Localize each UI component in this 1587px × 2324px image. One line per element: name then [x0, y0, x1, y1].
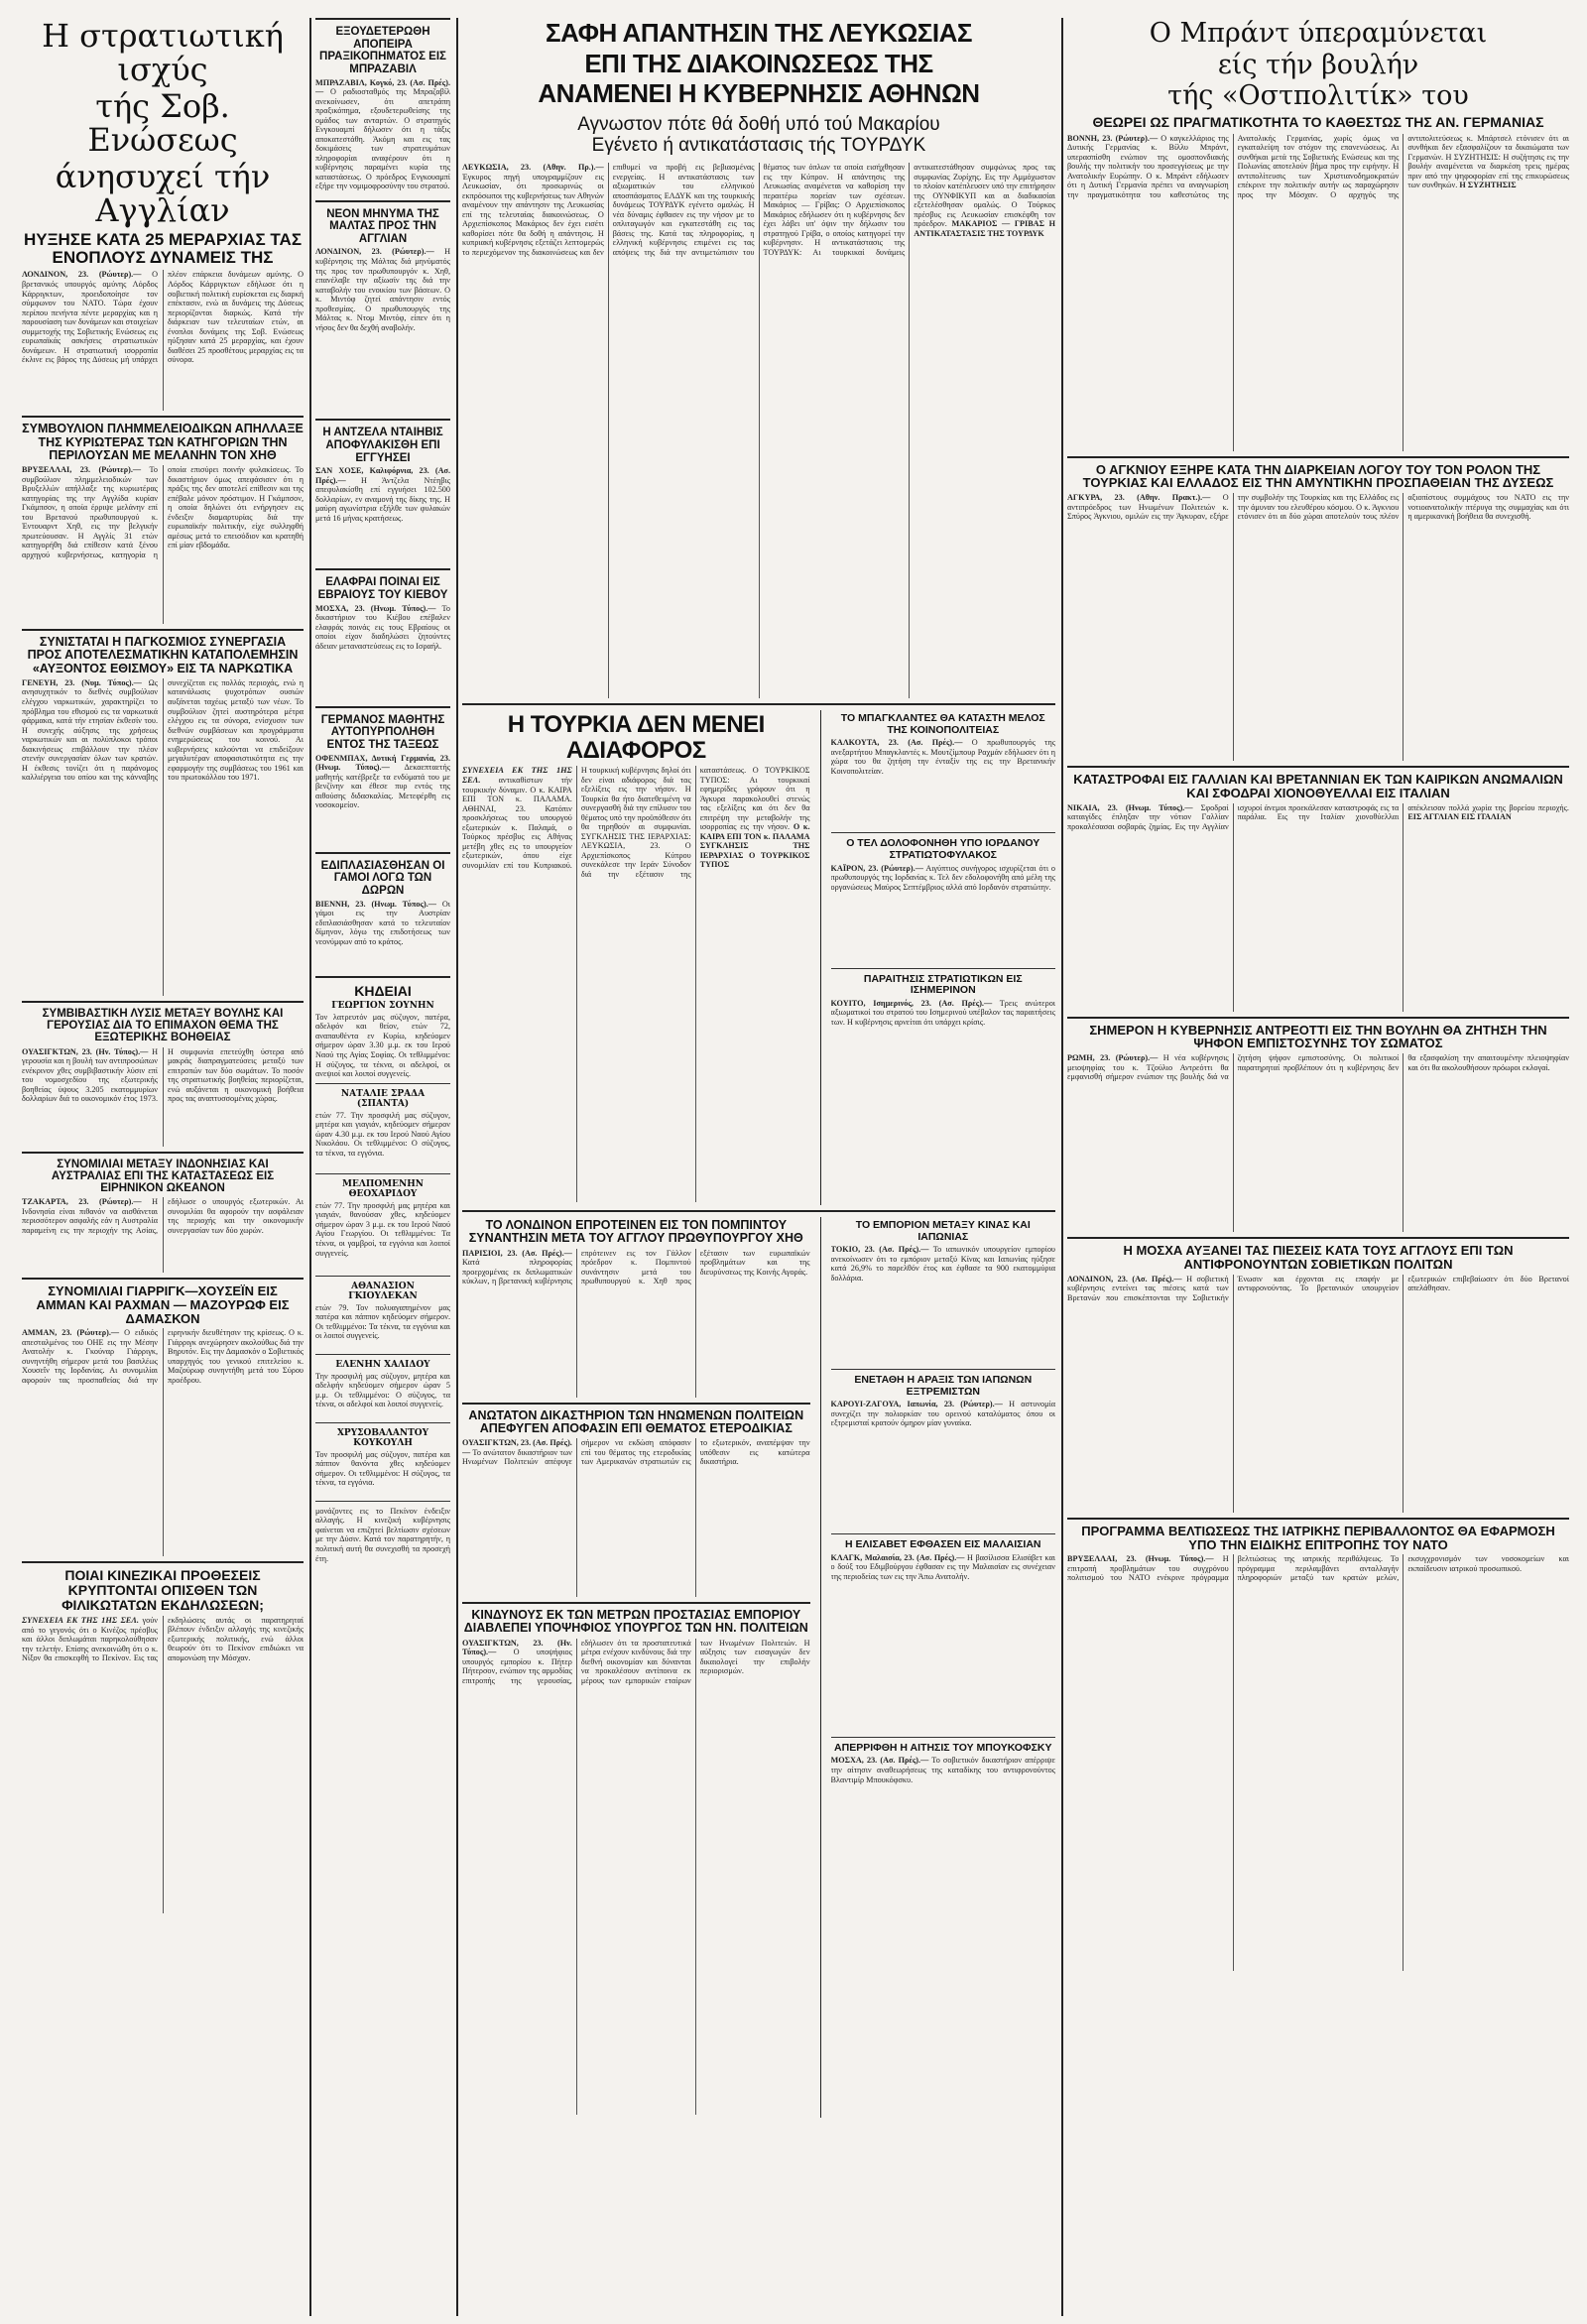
brief-dateline: ΚΟΥΙΤΟ, Ισημερινός, 23. (Ασ. Πρές).— [830, 998, 993, 1008]
makarios-grivas-subhead: ΜΑΚΑΡΙΟΣ — ΓΡΙΒΑΣ [951, 219, 1044, 229]
brief-title: ΤΟ ΜΠΑΓΚΛΑΝΤΕΣ ΘΑ ΚΑΤΑΣΤΗ ΜΕΛΟΣ ΤΗΣ ΚΟΙΝΟΠΟΛΙΤΕΙΑΣ [840, 712, 1045, 736]
brief-text: Ο πρωθυπουργός της ανεξαρτήτου Μπαγκλαντές κ. Μουτζίμπουρ Ραχμάν εδήλωσεν ότι η χώρα του θα ζητήση την ένταξίν της εις την Βρετανικήν Κοινοπολιτείαν. [830, 738, 1055, 776]
banner-line-1: ΣΑΦΗ ΑΠΑΝΤΗΣΙΝ ΤΗΣ ΛΕΥΚΩΣΙΑΣ [545, 18, 973, 48]
turkey-subhead-1: Ο κ. ΚΑΙΡΑ ΕΠΙ ΤΟΝ κ. ΠΑΛΑΜΑ [699, 822, 810, 841]
article-text: Ο υποψήφιος υπουργός εμπορίου κ. Πήτερ Πήτερσον, ενώπιον της αρμοδίας επιτροπής της γερουσίας, εδήλωσεν ότι τα προστατευτικά μέτρα ενέχουν κινδύνους διά την διεθνή οικονομίαν και δύνανται να προκαλέσουν αντίποινα εκ μέρους των εμπορικών εταίρων των Ηνωμένων Πολιτειών. Η αύξησις των εισαγωγών δεν δικαιολογεί την επιβολήν περιορισμών. [462, 1638, 810, 1685]
brief-title: Η ΕΛΙΣΑΒΕΤ ΕΦΘΑΣΕΝ ΕΙΣ ΜΑΛΑΙΣΙΑΝ [845, 1538, 1041, 1551]
brief-body [831, 864, 1055, 963]
brief-text: Ο ραδιοσταθμός της Μπραζαβίλ ανεκοίνωσεν, ότι απετράπη πραξικόπημα, εξουδετερωθείσης της ομάδος των ανταρτών. Ο στρατηγός Ενγκουαμπί δήλωσεν ότι η τάξις αποκατεστάθη. [315, 87, 450, 144]
article-text: Το συμβούλιον πλημμελειοδικών των Βρυξελλών απήλλαξε της κυριωτέρας κατηγορίας της την Αγγλίδα κυρίαν Γκάμπσον, η οποία έρριψε μελάνην επί του Βρετανού πρωθυπουργού κ. Έντουαρντ Χηθ, εις την βελγικήν πρωτεύουσαν. Η Αγγλίς 31 ετών κατηγορήθη διά επίθεσιν κατά ξένου αρχηγού κυβερνήσεως, κατηγορία η οποία επισύρει ποινήν φυλακίσεως. Το δικαστήριον όμως απεφάσισεν ότι η πράξις της δεν αποτελεί επίθεσιν και της επέβαλε μόνον πρόστιμον. Η Γκάμπσον, η οποία δηλώνει ότι ενήργησεν εις ένδειξιν διαμαρτυρίας διά την ευρωπαϊκήν πολιτικήν, είχε συλληφθή αμέσως μετά το επεισόδιον και κρατηθή επί μίαν εβδομάδα. [22, 465, 304, 559]
lead-title-line-3: άνησυχεί τήν Αγγλίαν [55, 157, 271, 229]
article-body [1067, 803, 1569, 1012]
brief-body [831, 1553, 1055, 1732]
article-body [1067, 1275, 1569, 1513]
brief-body [831, 738, 1055, 827]
article-body [462, 1438, 810, 1597]
article-chinese-intentions [22, 1568, 304, 1912]
article-dateline: ΛΟΝΔΙΝΟΝ, 23. (Ασ. Πρές).— [1067, 1274, 1182, 1284]
article-dateline: ΒΡΥΞΕΛΛΑΙ, 23. (Ρώυτερ).— [22, 465, 142, 475]
brief-text: Η αστυνομία συνεχίζει την πολιορκίαν του ορεινού καταλύματος όπου οι εξτρεμισταί κρατούν όμηρον μίαν γυναίκα. [830, 1400, 1055, 1428]
brief-text: Το σοβιετικόν δικαστήριον απέρριψε την αίτησιν αναθεωρήσεως της καταδίκης του αντιφρονούντος Βλαντιμίρ Μπουκόφσκυ. [830, 1756, 1055, 1784]
article-body [22, 1328, 304, 1556]
brief-dateline: ΜΠΡΑΖΑΒΙΛ, Κογκό, 23. (Ασ. Πρές).— [315, 77, 450, 97]
article-subhead-2: ΕΙΣ ΙΤΑΛΙΑΝ [1461, 812, 1512, 822]
article-title: ΚΙΝΔΥΝΟΥΣ ΕΚ ΤΩΝ ΜΕΤΡΩΝ ΠΡΟΣΤΑΣΙΑΣ ΕΜΠΟΡΙΟΥ ΔΙΑΒΛΕΠΕΙ ΥΠΟΨΗΦΙΟΣ ΥΠΟΥΡΓΟΣ ΤΩΝ ΗΝ. ΠΟΛΙΤΕΙΩΝ [463, 1608, 808, 1636]
article-text: Η νέα κυβέρνησις μειοψηφίας του κ. Τζούλιο Αντρεόττι θα εμφανισθή σήμερον ενώπιον της βουλής διά να ζητήση ψήφον εμπιστοσύνης. Οι πολιτικοί παρατηρηταί προβλέπουν ότι η κυβέρνησις δεν θα εξασφαλίση την απαιτουμένην πλειοψηφίαν και ότι θα ακολουθήσουν πρόωροι εκλογαί. [1067, 1053, 1569, 1082]
banner-body [462, 163, 1055, 698]
brandt-title-line-2: είς τήν βουλήν [1217, 49, 1419, 80]
article-body [22, 1197, 304, 1273]
brief-title: ΝΕΟΝ ΜΗΝΥΜΑ ΤΗΣ ΜΑΛΤΑΣ ΠΡΟΣ ΤΗΝ ΑΓΓΛΙΑΝ [326, 207, 439, 245]
turkey-title: Η ΤΟΥΡΚΙΑ ΔΕΝ ΜΕΝΕΙ ΑΔΙΑΦΟΡΟΣ [507, 711, 765, 764]
continuation-note: ΣΥΝΕΧΕΙΑ ΕΚ ΤΗΣ 1ΗΣ ΣΕΛ. [462, 766, 572, 785]
column-2 [315, 18, 450, 2316]
brief-german-student [315, 706, 450, 849]
article-agnew [1067, 463, 1569, 762]
obituary-name: ΝΑΤΑΛΙΕ ΣΡΑΔΑ (ΣΠΑΝΤΑ) [340, 1088, 426, 1109]
article-body [1067, 1053, 1569, 1232]
obituary-text: ετών 77. Την προσφιλή μας μητέρα και γιαγιάν, θανούσαν χθες, κηδεύομεν σήμερον ώραν 3 μ.μ. εκ του Ιερού Ναού Αγίου Γεωργίου. Οι τεθλιμμένοι: Τα τέκνα, οι γαμβροί, τα εγγόνια και λοιποί συγγενείς. [315, 1200, 450, 1258]
article-dateline: ΝΙΚΑΙΑ, 23. (Ηνωμ. Τύπος).— [1067, 802, 1193, 812]
lead-title-line-1: Η στρατιωτική ισχύς [42, 18, 284, 88]
obituary-name: ΜΕΛΠΟΜΕΝΗΝ ΘΕΟΧΑΡΙΔΟΥ [342, 1178, 424, 1199]
brief-body [315, 754, 450, 849]
column-1 [22, 18, 304, 2316]
brief-body [315, 900, 450, 973]
obituary-name: ΕΛΕΝΗΝ ΧΑΛΙΔΟΥ [335, 1359, 430, 1370]
brief-dateline: ΤΟΚΙΟ, 23. (Ασ. Πρές).— [830, 1245, 929, 1255]
article-dateline: ΑΜΜΑΝ, 23. (Ρώυτερ).— [22, 1328, 120, 1338]
brief-body [831, 1400, 1055, 1529]
brief-text: Αιγύπτιος συνήγορος ισχυρίζεται ότι ο πρωθυπουργός της Ιορδανίας κ. Τελ δεν εδολοφονήθη από μέλη της οργανώσεως Μαύρος Σεπτέμβριος αλλά από Ιορδανόν στρατιώτην. [830, 863, 1055, 892]
brief-title: ΕΛΑΦΡΑΙ ΠΟΙΝΑΙ ΕΙΣ ΕΒΡΑΙΟΥΣ ΤΟΥ ΚΙΕΒΟΥ [317, 576, 448, 602]
banner-subtitle-2: Εγένετο ή αντικατάστασις τής ΤΟΥΡΔΥΚ [591, 135, 926, 157]
briefs-right-stack [831, 710, 1055, 1205]
brief-title: ΑΠΕΡΡΙΦΘΗ Η ΑΙΤΗΣΙΣ ΤΟΥ ΜΠΟΥΚΟΦΣΚΥ [834, 1741, 1052, 1754]
article-narcotics [22, 636, 304, 996]
lead-title-line-2: τής Σοβ. Ενώσεως [87, 86, 238, 159]
article-body [462, 1249, 810, 1398]
brief-title: Η ΑΝΤΖΕΛΑ ΝΤΑΙΗΒΙΣ ΑΠΟΦΥΛΑΚΙΣΘΗ ΕΠΙ ΕΓΓΥΗΣΕΙ [322, 427, 443, 464]
brief-text: Οι γάμοι εις την Αυστρίαν εδιπλασιάσθησαν κατά το τελευταίον δίμηνον, λόγω της επιδοτήσεως των νεονύμφων από το κράτος. [315, 899, 450, 946]
turkey-subhead-3: Ο ΤΟΥΡΚΙΚΟΣ ΤΥΠΟΣ [699, 850, 810, 870]
article-nato-medical [1067, 1525, 1569, 1972]
banner-subtitle-1: Αγνωστον πότε θά δοθή υπό τού Μακαρίου [577, 113, 940, 135]
article-body [1067, 493, 1569, 761]
brief-body [315, 604, 450, 703]
article-text: Σφοδραί καταιγίδες έπληξαν την νότιον Γαλλίαν προκαλέσασαι σοβαράς ζημίας. Εις την Αγγλίαν ισχυροί άνεμοι προεκάλεσαν καταστροφάς εις τα παράλια. Εις την Ιταλίαν χιονοθύελλαι απέκλεισαν πολλά χωρία της βορείου περιοχής. [1067, 802, 1569, 831]
brief-dateline: ΜΟΣΧΑ, 23. (Ηνωμ. Τύπος).— [315, 603, 436, 613]
article-text: Η γερουσία και η βουλή των αντιπροσώπων ενέκρινον χθες συμβιβαστικήν λύσιν επί του νομοσχεδίου της εξωτερικής βοηθείας ύψους 3.205 εκατομμυρίων δολλαρίων διά το οικονομικόν έτος 1973. Η συμφωνία επετεύχθη ύστερα από μακράς διαπραγματεύσεις μεταξύ των επιτροπών των δύο σωμάτων. Το ποσόν της στρατιωτικής βοηθείας περιορίζεται, ενώ αυξάνεται η οικονομική βοήθεια προς τας αναπτυσσομένας χώρας. [22, 1046, 304, 1104]
article-body [462, 1639, 810, 2115]
article-dateline: ΟΥΑΣΙΓΚΤΩΝ, 23. (Ασ. Πρές).— [462, 1438, 572, 1457]
article-dateline: ΒΡΥΞΕΛΛΑΙ, 23. (Ηνωμ. Τύπος).— [1067, 1554, 1214, 1564]
article-dateline: ΤΖΑΚΑΡΤΑ, 23. (Ρώυτερ).— [22, 1197, 142, 1207]
article-body [22, 465, 304, 624]
brief-text: Το δικαστήριον του Κιέβου επέβαλεν ελαφράς ποινάς εις τους Εβραίους οι οποίοι είχον διαδηλώσει ζητούντες άδειαν μεταναστεύσεως εις το Ισραήλ. [315, 603, 450, 651]
obituary-name: ΑΘΑΝΑΣΙΟΝ ΓΚΙΟΥΛΕΚΑΝ [348, 1281, 418, 1301]
article-text: Η επιτροπή προβλημάτων του συγχρόνου πολιτισμού του ΝΑΤΟ ενέκρινε πρόγραμμα βελτιώσεως της ιατρικής περιθάλψεως. Το πρόγραμμα περιλαμβάνει ανταλλαγήν πληροφοριών μεταξύ των κρατών μελών, εκσυγχρονισμόν των νοσοκομείων και εκπαίδευσιν ιατρικού προσωπικού. [1067, 1554, 1569, 1583]
article-text: Ο αντιπρόεδρος των Ηνωμένων Πολιτειών κ. Σπύρος Άγκνιου, ομιλών εις την Άγκυραν, εξήρε την συμβολήν της Τουρκίας και της Ελλάδος εις την άμυναν του ελευθέρου κόσμου. Ο κ. Άγκνιου ετόνισεν ότι αι δύο χώραι αποτελούν τους πλέον αξιοπίστους συμμάχους του ΝΑΤΟ εις την νοτιοανατολικήν πτέρυγα της συμμαχίας και ότι η αμερικανική βοήθεια θα συνεχισθή. [1067, 493, 1569, 522]
article-title: ΠΟΙΑΙ ΚΙΝΕΖΙΚΑΙ ΠΡΟΘΕΣΕΙΣ ΚΡΥΠΤΟΝΤΑΙ ΟΠΙΣΘΕΝ ΤΩΝ ΦΙΛΙΚΩΤΑΤΩΝ ΕΚΔΗΛΩΣΕΩΝ; [61, 1567, 264, 1614]
brief-text: Η βασίλισσα Ελισάβετ και ο δούξ του Εδιμβούργου έφθασαν εις την Μαλαισίαν εις συνέχειαν της περιοδείας των εις την Άπω Ανατολήν. [830, 1552, 1055, 1581]
brief-dateline: ΚΛΑΓΚ, Μαλαισία, 23. (Ασ. Πρές).— [830, 1552, 965, 1562]
banner-text: Έγκυρος πηγή υπογραμμίζουν εις Λευκωσίαν, ότι προσωρινώς οι εκπρόσωποι της κυβερνήσεως των Αθηνών αναμένουν την απάντησιν της Λευκωσίας επί της τελευταίας διακοινώσεως. Ο Αρχιεπίσκοπος Μακάριος δεν έχει εισέτι καθορίσει πότε θα δοθή η απάντησις. Η κυπριακή κυβέρνησις εξετάζει λεπτομερώς το περιεχόμενον της διακοινώσεως και δεν επιθυμεί να προβή εις βεβιασμένας ενεργείας. Η αντικατάστασις των αξιωματικών του ελληνικού αποσπάσματος ΕΛΔΥΚ και της τουρκικής δυνάμεως ΤΟΥΡΔΥΚ εγένετο ομαλώς. Η νέα δύναμις έφθασεν εις την νήσον με το οπλιταγωγόν και εγκατεστάθη εις τας βάσεις της. Κατά τας πληροφορίας, η ελληνική κυβέρνησις επιμένει εις τας απόψεις της διά την αντιμετώπισιν του θέματος των όπλων τα οποία εισήχθησαν εις την Κύπρον. Η απάντησις της Λευκωσίας αναμένεται να καθορίση την περαιτέρω πορείαν των σχέσεων. Μακάριος — Γρίβας: Ο Αρχιεπίσκοπος Μακάριος εδήλωσεν ότι η κυβέρνησις δεν έχει λάβει υπ' όψιν την δήλωσιν του στρατηγού Γρίβα, ο οποίος κατηγορεί την κυβέρνησιν. Η αντικατάστασις της ΤΟΥΡΔΥΚ: Αι τουρκικαί δυνάμεις αντικατεστάθησαν συμφώνως προς τας συμφωνίας Ζυρίχης. Εις την Αμμόχωστον το πλοίον κατέπλευσεν υπό την επιτήρησιν της ΟΥΝΦΙΚΥΠ και αι διαδικασίαι εξετελέσθησαν ομαλώς. Ο Τούρκος πρέσβυς εις Λευκωσίαν επισκέφθη τον πρόεδρον. [462, 163, 1055, 257]
article-plimmeleiodikon [22, 423, 304, 624]
brief-dateline: ΚΑΡΟΥΙ-ΖΑΓΟΥΑ, Ιαπωνία, 23. (Ρώυτερ).— [830, 1400, 1003, 1409]
banner-cyprus-reply [462, 20, 1055, 698]
article-foreign-aid [22, 1008, 304, 1147]
brief-brazzaville [315, 18, 450, 197]
article-text: Η Ινδονησία είναι πιθανόν να αισθάνεται περισσότερον ασφαλής εάν η Αυστραλία παραμείνη εις την περιοχήν της Ασίας, εδήλωσε ο υπουργός εξωτερικών. Αι συνομιλίαι θα αφορούν την ασφάλειαν της περιοχής και την οικονομικήν συνεργασίαν των δύο χωρών. [22, 1197, 304, 1235]
article-moscow-pressure [1067, 1244, 1569, 1513]
brief-dateline: ΜΟΣΧΑ, 23. (Ασ. Πρές).— [830, 1756, 929, 1766]
brief-weddings [315, 852, 450, 973]
brief-body [831, 999, 1055, 1094]
brief-text: Το ιαπωνικόν υπουργείον εμπορίου ανεκοίνωσεν ότι το εμπόριον μεταξύ Κίνας και Ιαπωνίας ηύξησε κατά 26,9% το παρελθόν έτος και έφθασε τα 900 εκατομμύρια δολλάρια. [830, 1245, 1055, 1283]
turkey-article [462, 710, 810, 1205]
article-title: ΣΥΝΟΜΙΛΙΑΙ ΜΕΤΑΞΥ ΙΝΔΟΝΗΣΙΑΣ ΚΑΙ ΑΥΣΤΡΑΛΙΑΣ ΕΠΙ ΤΗΣ ΚΑΤΑΣΤΑΣΕΩΣ ΕΙΣ ΕΙΡΗΝΙΚΟΝ ΩΚΕΑΝΟΝ [51, 1158, 275, 1194]
continuation-note: ΣΥΝΕΧΕΙΑ ΕΚ ΤΗΣ 1ΗΣ ΣΕΛ. [22, 1615, 140, 1625]
column-4 [1067, 18, 1569, 2316]
lead-dateline: ΛΟΝΔΙΝΟΝ, 23. (Ρώυτερ).— [22, 270, 142, 280]
brief-body [831, 1756, 1055, 2014]
turkey-subhead-2: ΣΥΓΚΛΗΣΙΣ ΤΗΣ ΙΕΡΑΡΧΙΑΣ [699, 841, 810, 860]
brief-body [315, 247, 450, 416]
obituary-name: ΧΡΥΣΟΒΑΛΑΝΤΟΥ ΚΟΥΚΟΥΛΗ [336, 1427, 429, 1448]
brief-text-2: Ο πρωθυπουργός της Μάλτας κ. Ντομ Μιντόφ, είπεν ότι η νήσος δεν θα δεχθή αναβολήν. [315, 304, 450, 332]
article-subhead-1: ΕΙΣ ΑΓΓΛΙΑΝ [1407, 812, 1460, 822]
brief-dateline: ΒΙΕΝΝΗ, 23. (Ηνωμ. Τύπος).— [315, 899, 436, 909]
article-text: Ως ανησυχητικόν το διεθνές συμβούλιον ελέγχου ναρκωτικών, χαρακτηρίζει το πρόβλημα του εθισμού εις τα ναρκωτικά φάρμακα, κατά τήν ετησίαν έκθεσίν του. Η συνεχής αύξησις της χρήσεως ναρκωτικών και αι πολύπλοκοι τρόποι διακινήσεως επιβάλλουν την πλέον στενήν συνεργασίαν όλων των κρατών. Η έκθεσις τονίζει ότι η παράνομος καλλιέργεια του οπίου και της κάνναβης συνεχίζεται εις πολλάς περιοχάς, ενώ η κατανάλωσις ψυχοτρόπων ουσιών αυξάνεται ταχέως μεταξύ των νέων. Το συμβούλιον ζητεί αυστηρότερα μέτρα ελέγχου εις τα σύνορα, ενίσχυσιν των διεθνών συμβάσεων και προγράμματα ενημερώσεως του κοινού. Αι κυβερνήσεις καλούνται να επιδείξουν μεγαλυτέραν αποφασιστικότητα εις την εφαρμογήν της συμβάσεως του 1961 και του πρωτοκόλλου του 1971. [22, 677, 304, 783]
brief-malta [315, 200, 450, 417]
brief-angela-davis [315, 419, 450, 565]
column-3 [462, 18, 1055, 2316]
obituaries-section [315, 976, 450, 1903]
article-text: Το ανώτατον δικαστήριον των Ηνωμένων Πολιτειών απέφυγε σήμερον να εκδώση απόφασιν επί του θέματος της ετεροδικίας των Αμερικανών στρατιωτών εις το εξωτερικόν, αναπέμψαν την υπόθεσιν εις κατώτερα δικαστήρια. [462, 1438, 810, 1467]
article-title: ΑΝΩΤΑΤΟΝ ΔΙΚΑΣΤΗΡΙΟΝ ΤΩΝ ΗΝΩΜΕΝΩΝ ΠΟΛΙΤΕΙΩΝ ΑΠΕΦΥΓΕΝ ΑΠΟΦΑΣΙΝ ΕΠΙ ΘΕΜΑΤΟΣ ΕΤΕΡΟΔΙΚΙΑΣ [468, 1407, 804, 1435]
brief-dateline: ΛΟΝΔΙΝΟΝ, 23. (Ρώυτερ).— [315, 247, 434, 257]
article-title: ΤΟ ΛΟΝΔΙΝΟΝ ΕΠΡΟΤΕΙΝΕΝ ΕΙΣ ΤΟΝ ΠΟΜΠΙΝΤΟΥ ΣΥΝΑΝΤΗΣΙΝ ΜΕΤΑ ΤΟΥ ΑΓΓΛΟΥ ΠΡΩΘΥΠΟΥΡΓΟΥ ΧΗΘ [468, 1218, 803, 1246]
article-dateline: ΡΩΜΗ, 23. (Ρώυτερ).— [1067, 1053, 1159, 1063]
banner-dateline: ΛΕΥΚΩΣΙΑ, 23. (Αθην. Πρ.).— [462, 163, 604, 173]
lead-subtitle: ΗΥΞΗΣΕ ΚΑΤΑ 25 ΜΕΡΑΡΧΙΑΣ ΤΑΣ ΕΝΟΠΛΟΥΣ ΔΥΝΑΜΕΙΣ ΤΗΣ [23, 230, 303, 268]
obituary-text: Τον λατρευτόν μας σύζυγον, πατέρα, αδελφόν και θείον, ετών 72, αναπαυθέντα εν Κυρίω, κηδεύομεν σήμερον ώραν 3.30 μ.μ. εκ του Ιερού Ναού της Αγίας Σοφίας. Οι τεθλιμμένοι: Η σύζυγος, τα τέκνα, οι αδελφοί, οι ανεψιοί και λοιποί συγγενείς. [315, 1012, 450, 1078]
article-text: Η σοβιετική κυβέρνησις εντείνει τας πιέσεις κατά των Βρετανών που επισκέπτονται την Σοβιετικήν Ένωσιν και έρχονται εις επαφήν με αντιφρονούντας. Το βρετανικόν υπουργείον εξωτερικών επιβεβαίωσεν ότι δύο Βρετανοί απελάθησαν. [1067, 1274, 1569, 1302]
brief-body [315, 466, 450, 565]
brief-dateline: ΟΦΕΝΜΠΑΧ, Δυτική Γερμανία, 23. (Ηνωμ. Τύπος).— [315, 753, 450, 773]
article-text: Ο ειδικός απεσταλμένος του ΟΗΕ εις την Μέσην Ανατολήν κ. Γκούναρ Γιάρριγκ, συνηντήθη σήμερον μετά του βασιλέως Χουσεΐν της Ιορδανίας. Αι συνομιλίαι αφορούν τας προσπαθείας διά την ειρηνικήν διευθέτησιν της κρίσεως. Ο κ. Γιάρριγκ ανεχώρησεν ακολούθως διά την Βηρυτόν. Εις την Δαμασκόν ο Σοβιετικός υπαρχηγός του γενικού επιτελείου κ. Μαζούρωφ συνηντήθη μετά του Σύρου προέδρου. [22, 1328, 304, 1385]
brief-text: Η Άντζελα Ντέηβις απεφυλακίσθη επί εγγυήσει 102.500 δολλαρίων, εν αναμονή της δίκης της. Η μαύρη αγωνίστρια εξήλθε των φυλακών μετά 16 μήνας κρατήσεως. [315, 475, 450, 523]
brandt-subtitle: ΘΕΩΡΕΙ ΩΣ ΠΡΑΓΜΑΤΙΚΟΤΗΤΑ ΤΟ ΚΑΘΕΣΤΩΣ ΤΗΣ ΑΝ. ΓΕΡΜΑΝΙΑΣ [1092, 113, 1544, 130]
headline-turkey [462, 710, 1055, 1205]
brief-body [831, 1245, 1055, 1364]
article-title: Ο ΑΓΚΝΙΟΥ ΕΞΗΡΕ ΚΑΤΑ ΤΗΝ ΔΙΑΡΚΕΙΑΝ ΛΟΓΟΥ ΤΟΥ ΤΟΝ ΡΟΛΟΝ ΤΗΣ ΤΟΥΡΚΙΑΣ ΚΑΙ ΕΛΛΑΔΟΣ ΕΙΣ ΤΗΝ ΑΜΥΝΤΙΚΗΝ ΠΡΟΣΠΑΘΕΙΑΝ ΤΗΣ ΔΥΣΕΩΣ [1082, 461, 1554, 491]
article-storms [1067, 773, 1569, 1012]
obituaries-title: ΚΗΔΕΙΑΙ [354, 982, 412, 999]
article-body [22, 1616, 304, 1913]
article-title: Η ΜΟΣΧΑ ΑΥΞΑΝΕΙ ΤΑΣ ΠΙΕΣΕΙΣ ΚΑΤΑ ΤΟΥΣ ΑΓΓΛΟΥΣ ΕΠΙ ΤΩΝ ΑΝΤΙΦΡΟΝΟΥΝΤΩΝ ΣΟΒΙΕΤΙΚΩΝ ΠΟΛΙΤΩΝ [1123, 1243, 1514, 1273]
article-dateline: ΑΓΚΥΡΑ, 23. (Αθην. Πρακτ.).— [1067, 493, 1211, 503]
banner-line-3: ΑΝΑΜΕΝΕΙ Η ΚΥΒΕΡΝΗΣΙΣ ΑΘΗΝΩΝ [538, 78, 980, 109]
article-brandt [1067, 20, 1569, 451]
article-indonesia-australia [22, 1159, 304, 1274]
brandt-subhead: Η ΣΥΖΗΤΗΣΙΣ [1459, 181, 1517, 190]
lead-body [22, 270, 304, 411]
article-title: ΚΑΤΑΣΤΡΟΦΑΙ ΕΙΣ ΓΑΛΛΙΑΝ ΚΑΙ ΒΡΕΤΑΝΝΙΑΝ ΕΚ ΤΩΝ ΚΑΙΡΙΚΩΝ ΑΝΩΜΑΛΙΩΝ ΚΑΙ ΣΦΟΔΡΑΙ ΧΙΟΝΟΘΥΕΛΛΑΙ ΕΙΣ ΙΤΑΛΙΑΝ [1073, 772, 1563, 800]
brief-text: Τρεις ανώτεροι αξιωματικοί του στρατού του Ισημερινού υπέβαλον τας παραιτήσεις των. Η κυβέρνησις αρνείται ότι υπάρχει κρίσις. [830, 998, 1055, 1027]
article-title: ΣΥΜΒΙΒΑΣΤΙΚΗ ΛΥΣΙΣ ΜΕΤΑΞΥ ΒΟΥΛΗΣ ΚΑΙ ΓΕΡΟΥΣΙΑΣ ΔΙΑ ΤΟ ΕΠΙΜΑΧΟΝ ΘΕΜΑ ΤΗΣ ΕΞΩΤΕΡΙΚΗΣ ΒΟΗΘΕΙΑΣ [42, 1007, 284, 1044]
brief-title: ΕΝΕΤΑΘΗ Η ΑΡΑΞΙΣ ΤΩΝ ΙΑΠΩΝΩΝ ΕΞΤΡΕΜΙΣΤΩΝ [854, 1374, 1033, 1398]
article-dateline: ΓΕΝΕΥΗ, 23. (Νυμ. Τύπος).— [22, 677, 142, 687]
article-title: ΠΡΟΓΡΑΜΜΑ ΒΕΛΤΙΩΣΕΩΣ ΤΗΣ ΙΑΤΡΙΚΗΣ ΠΕΡΙΒΑΛΛΟΝΤΟΣ ΘΑ ΕΦΑΡΜΟΣΗ ΥΠΟ ΤΗΝ ΕΙΔΙΚΗΣ ΕΠΙΤΡΟΠΗΣ ΤΟΥ ΝΑΤΟ [1081, 1523, 1555, 1552]
lead-article-soviet-military [22, 20, 304, 411]
brief-dateline: ΣΑΝ ΧΟΣΕ, Καλιφόρνια, 23. (Ασ. Πρές).— [315, 466, 450, 485]
brief-title: ΠΑΡΑΙΤΗΣΙΣ ΣΤΡΑΤΙΩΤΙΚΩΝ ΕΙΣ ΙΣΗΜΕΡΙΝΟΝ [863, 972, 1023, 997]
column-continuation: μονάζοντες εις το Πεκίνον ένδειξιν αλλαγής. Η κινεζική κυβέρνησις φαίνεται να επιζητεί βελτίωσιν σχέσεων με την Δύσιν. Κατά τον παρατηρητήν, η πολιτική αυτή θα συνεχισθή τα προσεχή έτη. [315, 1506, 450, 1563]
turkey-body [462, 766, 810, 1202]
brief-title: ΕΞΟΥΔΕΤΕΡΩΘΗ ΑΠΟΠΕΙΡΑ ΠΡΑΞΙΚΟΠΗΜΑΤΟΣ ΕΙΣ ΜΠΡΑΖΑΒΙΛ [319, 26, 446, 75]
brief-text: Δεκαεπταετής μαθητής κατέβρεξε τα ενδύματά του με βενζίνην και έθεσε πυρ εντός της αιθούσης διδασκαλίας. Μετεφέρθη εις νοσοκομείον. [315, 763, 450, 810]
brief-text: Η κυβέρνησις της Μάλτας διά μηνύματός της προς τον πρωθυπουργόν κ. Χηθ, επανέλαβε την αξίωσίν της διά την καταβολήν του ενοικίου των βάσεων. Ο κ. Μιντόφ ζητεί απάντησιν εντός προθεσμίας. [315, 247, 450, 313]
article-title: ΣΗΜΕΡΟΝ Η ΚΥΒΕΡΝΗΣΙΣ ΑΝΤΡΕΟΤΤΙ ΕΙΣ ΤΗΝ ΒΟΥΛΗΝ ΘΑ ΖΗΤΗΣΗ ΤΗΝ ΨΗΦΟΝ ΕΜΠΙΣΤΟΣΥΝΗΣ ΤΟΥ ΣΩΜΑΤΟΣ [1089, 1022, 1547, 1051]
lower-section [462, 1217, 1055, 2118]
article-andreotti [1067, 1024, 1569, 1233]
article-body [22, 1047, 304, 1147]
brief-title: Ο ΤΕΛ ΔΟΛΟΦΟΝΗΘΗ ΥΠΟ ΙΟΡΔΑΝΟΥ ΣΤΡΑΤΙΩΤΟΦΥΛΑΚΟΣ [846, 837, 1040, 861]
article-dateline: ΟΥΑΣΙΓΚΤΩΝ, 23. (Ην. Τύπος).— [462, 1638, 572, 1657]
article-body [22, 678, 304, 996]
brief-title: ΓΕΡΜΑΝΟΣ ΜΑΘΗΤΗΣ ΑΥΤΟΠΥΡΠΟΛΗΘΗ ΕΝΤΟΣ ΤΗΣ ΤΑΞΕΩΣ [320, 713, 445, 751]
obituary-name: ΓΕΩΡΓΙΟΝ ΣΟΥΝΗΝ [331, 1000, 434, 1011]
article-dateline: ΠΑΡΙΣΙΟΙ, 23. (Ασ. Πρές).— [462, 1248, 572, 1258]
brandt-title-line-3: τής «Οστπολιτίκ» του [1167, 80, 1469, 112]
obituary-text: ετών 77. Την προσφιλή μας σύζυγον, μητέρα και γιαγιάν, κηδεύομεν σήμερον ώραν 4.30 μ.μ. εκ του Ιερού Ναού Αγίου Νικολάου. Οι τεθλιμμένοι: Ο σύζυγος, τα τέκνα, τα εγγόνια. [315, 1110, 450, 1158]
article-jarring-hussein [22, 1284, 304, 1556]
lower-right-briefs [831, 1217, 1055, 2118]
brief-dateline: ΚΑΛΚΟΥΤΑ, 23. (Ασ. Πρές).— [830, 738, 963, 748]
brandt-body [1067, 134, 1569, 451]
brief-text-2: Άκόμη και εις τας δοκιμάσεις των στρατευμάτων πληροφορίαι αναφέρουν ότι η κυβέρνησις παραμένει κυρία της καταστάσεως. Ο πρόεδρος Ενγκουαμπί εξήρε την νομιμοφροσύνην του στρατού. [315, 134, 450, 191]
obituary-text: ετών 79. Τον πολυαγαπημένον μας πατέρα και πάππον κηδεύομεν σήμερον. Οι τεθλιμμένοι: Τα τέκνα, τα εγγόνια και οι λοιποί συγγενείς. [315, 1302, 450, 1341]
lead-text: Ο βρετανικός υπουργός αμύνης Λόρδος Κάρριγκτων, προειδοποίησε τον σύμφωνον του ΝΑΤΟ. Τώρα έχουν περίπου πενήντα πέντε μεραρχίας και η παρουσίαση των δυνάμεων και στοιχείων συμμετοχής της Σοβιετικής Ενώσεως εις ευρωπαϊκάς ασκήσεις στρατιωτικών δυνάμεων. Η στρατιωτική ισορροπία έκλινε εις βάρος της Δύσεως μή υπάρχει πλέον επάρκεια δυνάμεων αμύνης. Ο Λόρδος Κάρριγκτων εδήλωσε ότι η σοβιετική πολιτική ευρίσκεται εις διαρκή επέκτασιν, ενώ αι δυνάμεις της Δύσεως περιορίζονται διαρκώς. Κατά τήν διάρκειαν των τελευταίων ετών, αι ένοπλοι δυνάμεις της Σοβ. Ενώσεως ηύξησαν κατά 25 μεραρχίας, και έχουν διαθέσει 25 προσθέτους μεραρχίας εις τα σύνορα. [22, 270, 304, 365]
brief-body [315, 78, 450, 197]
article-text: γούν από το γεγονός ότι ο Κινέζος πρέσβυς και άλλοι διπλωμάται παρηκολούθησαν την τελετήν. Επίσης ανεκοινώθη ότι ο κ. Νίξον θα επισκεφθή το Πεκίνον. Εις τας εκδηλώσεις αυτάς οι παρατηρηταί βλέπουν ένδειξιν αλλαγής της κινεζικής εξωτερικής πολιτικής, ενώ άλλοι θεωρούν ότι το Πεκίνον επιδιώκει να απομονώση την Μόσχαν. [22, 1615, 304, 1663]
brief-dateline: ΚΑΪΡΟΝ, 23. (Ρώυτερ).— [830, 863, 923, 873]
brief-kiev [315, 568, 450, 702]
article-dateline: ΟΥΑΣΙΓΚΤΩΝ, 23. (Ην. Τύπος).— [22, 1046, 149, 1056]
brief-title: ΤΟ ΕΜΠΟΡΙΟΝ ΜΕΤΑΞΥ ΚΙΝΑΣ ΚΑΙ ΙΑΠΩΝΙΑΣ [855, 1219, 1031, 1243]
brandt-text: Ο καγκελλάριος της Δυτικής Γερμανίας κ. Βίλλυ Μπράντ, υπερασπίσθη ενώπιον της ομοσπονδιακής βουλής την πολιτικήν του προσεγγίσεως με την Ανατολικήν Ευρώπην. Ο κ. Μπράντ εδήλωσεν ότι η Δυτική Γερμανία πρέπει να αναγνωρίση την πραγματικότητα του καθεστώτος της Ανατολικής Γερμανίας, χωρίς όμως να εγκαταλείψη τον στόχον της επανενώσεως. Αι συνθήκαι μετά της Σοβιετικής Ενώσεως και της Πολωνίας αποτελούν βήμα προς την ειρήνην. Η αντιπολίτευσις των Χριστιανοδημοκρατών επέκρινε την πολιτικήν αυτήν ως παραχώρησιν προς την Μόσχαν. Ο αρχηγός της αντιπολιτεύσεως κ. Μπάρτσελ ετόνισεν ότι αι συνθήκαι δεν εξασφαλίζουν τα δικαιώματα των Γερμανών. Η ΣΥΖΗΤΗΣΙΣ: Η συζήτησις εις την βουλήν αναμένεται να διαρκέση τρεις ημέρας πριν από την ψηφοφορίαν επί της επικυρώσεως των συνθηκών. [1067, 133, 1569, 199]
obituary-text: Την προσφιλή μας σύζυγον, μητέρα και αδελφήν κηδεύομεν σήμερον ώραν 5 μ.μ. Οι τεθλιμμένοι: Ο σύζυγος, τα τέκνα, οι αδελφοί και λοιποί συγγενείς. [315, 1371, 450, 1409]
tourdyk-subhead: Η ΑΝΤΙΚΑΤΑΣΤΑΣΙΣ ΤΗΣ ΤΟΥΡΔΥΚ [914, 219, 1055, 238]
banner-line-2: ΕΠΙ ΤΗΣ ΔΙΑΚΟΙΝΩΣΕΩΣ ΤΗΣ [584, 48, 933, 78]
article-title: ΣΥΝΙΣΤΑΤΑΙ Η ΠΑΓΚΟΣΜΙΟΣ ΣΥΝΕΡΓΑΣΙΑ ΠΡΟΣ ΑΠΟΤΕΛΕΣΜΑΤΙΚΗΝ ΚΑΤΑΠΟΛΕΜΗΣΙΝ «ΑΥΞΟΝΤΟΣ ΕΘΙΣΜΟΥ» ΕΙΣ ΤΑ ΝΑΡΚΩΤΙΚΑ [27, 635, 299, 675]
lower-left-articles [462, 1217, 810, 2118]
article-body [1067, 1554, 1569, 1971]
brandt-dateline: ΒΟΝΝΗ, 23. (Ρώυτερ).— [1067, 133, 1159, 143]
article-text: Κατά πληροφορίας προερχομένας εκ διπλωματικών κύκλων, η βρετανική κυβέρνησις επρότεινεν εις τον Γάλλον πρόεδρον κ. Πομπιντού συνάντησιν μετά του πρωθυπουργού κ. Χηθ προς εξέτασιν των ευρωπαϊκών προβλημάτων και της διευρύνσεως της Κοινής Αγοράς. [462, 1248, 810, 1286]
turkey-text: αντικαθίστων τήν τουρκικήν δύναμιν. Ο κ. ΚΑΙΡΑ ΕΠΙ ΤΟΝ κ. ΠΑΛΑΜΑ. ΑΘΗΝΑΙ, 23. Κατόπιν προσκλήσεως του υπουργού εξωτερικών κ. Παλαμά, ο Τούρκος πρέσβυς εις Αθήνας μετέβη χθες εις το υπουργείον εξωτερικών, όπου είχε συνομιλίαν επί του Κυπριακού. Η τουρκική κυβέρνησις δηλοί ότι δεν είναι αδιάφορος διά τας εξελίξεις εις την νήσον. Η Τουρκία θα ήτο διατεθειμένη να συνεργασθή διά την επίλυσιν του θέματος υπό την προϋπόθεσιν ότι θα τηρηθούν αι συμφωνίαι. ΣΥΓΚΛΗΣΙΣ ΤΗΣ ΙΕΡΑΡΧΙΑΣ: ΛΕΥΚΩΣΙΑ, 23. Ο Αρχιεπίσκοπος Κύπρου συνεκάλεσε την Ιεράν Σύνοδον διά την εξέτασιν της καταστάσεως. Ο ΤΟΥΡΚΙΚΟΣ ΤΥΠΟΣ: Αι τουρκικαί εφημερίδες γράφουν ότι η Άγκυρα παρακολουθεί στενώς τας εξελίξεις και ότι δεν θα επιτρέψη την μεταβολήν της ισορροπίας εις την νήσον. [462, 766, 810, 879]
article-title: ΣΥΝΟΜΙΛΙΑΙ ΓΙΑΡΡΙΓΚ—ΧΟΥΣΕΪΝ ΕΙΣ ΑΜΜΑΝ ΚΑΙ ΡΑΧΜΑΝ — ΜΑΖΟΥΡΩΦ ΕΙΣ ΔΑΜΑΣΚΟΝ [36, 1284, 290, 1326]
brief-title: ΕΔΙΠΛΑΣΙΑΣΘΗΣΑΝ ΟΙ ΓΑΜΟΙ ΛΟΓΩ ΤΩΝ ΔΩΡΩΝ [320, 859, 445, 897]
article-title: ΣΥΜΒΟΥΛΙΟΝ ΠΛΗΜΜΕΛΕΙΟΔΙΚΩΝ ΑΠΗΛΛΑΞΕ ΤΗΣ ΚΥΡΙΩΤΕΡΑΣ ΤΩΝ ΚΑΤΗΓΟΡΙΩΝ ΤΗΝ ΠΕΡΙΛΟΥΣΑΝ ΜΕ ΜΕΛΑΝΗΝ ΤΟΝ ΧΗΘ [22, 422, 304, 462]
obituary-text: Τον προσφιλή μας σύζυγον, πατέρα και πάππον θανόντα χθες κηδεύομεν σήμερον. Οι τεθλιμμένοι: Η σύζυγος, τα τέκνα, τα εγγόνια. [315, 1449, 450, 1488]
brandt-title-line-1: Ο Μπράντ ύπεραμύνεται [1149, 18, 1488, 49]
